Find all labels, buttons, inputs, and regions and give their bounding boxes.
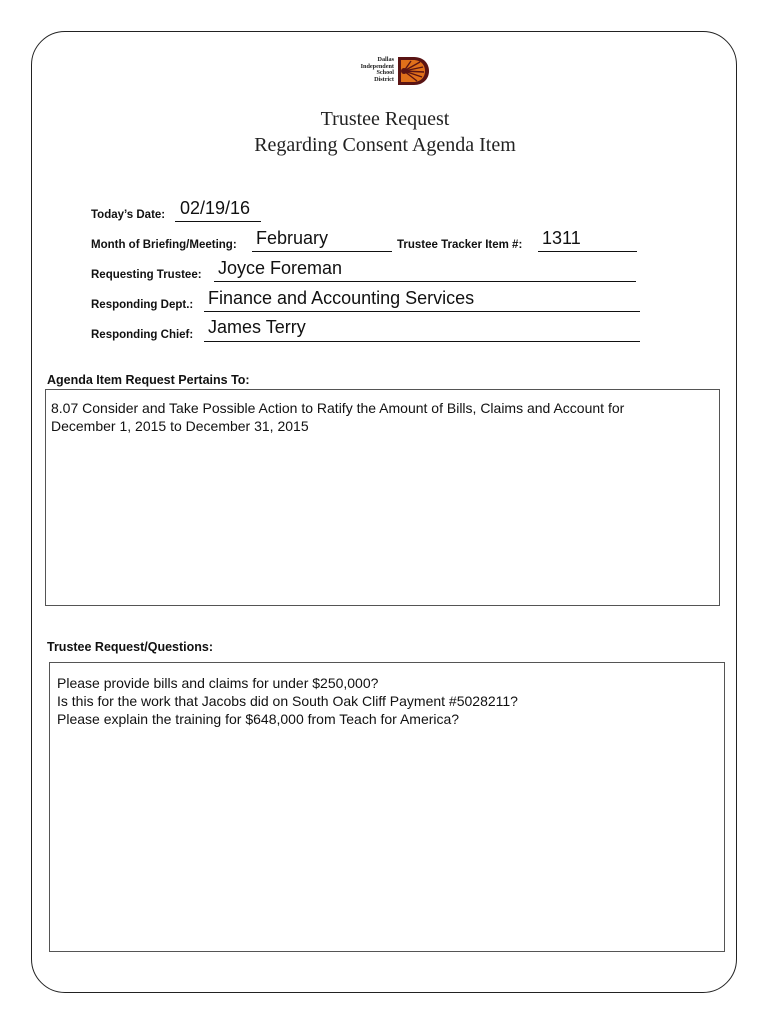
questions-box[interactable] <box>49 662 725 952</box>
month-line <box>252 251 392 252</box>
questions-label: Trustee Request/Questions: <box>47 640 214 654</box>
requesting-trustee-label: Requesting Trustee: <box>91 269 202 281</box>
question-line: Please explain the training for $648,000 from Teach for America? <box>57 711 460 727</box>
logo-text <box>338 57 394 83</box>
requesting-trustee-line <box>214 281 636 282</box>
month-label: Month of Briefing/Meeting: <box>91 239 237 251</box>
question-line: Please provide bills and claims for under $250,000? <box>57 675 379 691</box>
requesting-trustee-value[interactable]: Joyce Foreman <box>218 258 343 278</box>
logo-line: Independent <box>360 62 394 70</box>
form-subtitle: Regarding Consent Agenda Item <box>254 134 516 156</box>
responding-dept-line <box>204 311 640 312</box>
agenda-box[interactable] <box>45 389 720 606</box>
district-logo <box>338 55 438 89</box>
todays-date-line <box>175 221 261 222</box>
tracker-value[interactable]: 1311 <box>542 228 581 248</box>
logo-line: District <box>374 75 394 83</box>
agenda-line: 8.07 Consider and Take Possible Action to Ratify the Amount of Bills, Claims and Account for <box>51 400 625 416</box>
agenda-line: December 1, 2015 to December 31, 2015 <box>51 418 309 434</box>
question-line: Is this for the work that Jacobs did on South Oak Cliff Payment #5028211? <box>57 693 518 709</box>
responding-dept-value[interactable]: Finance and Accounting Services <box>208 288 475 308</box>
logo-line: Dallas <box>377 56 394 63</box>
sunburst-d-icon <box>396 56 430 86</box>
responding-chief-line <box>204 341 640 342</box>
todays-date-label: Today’s Date: <box>91 209 166 221</box>
agenda-text <box>46 390 719 435</box>
month-value[interactable]: February <box>256 228 329 248</box>
responding-chief-label: Responding Chief: <box>91 329 194 341</box>
todays-date-value[interactable]: 02/19/16 <box>180 198 251 218</box>
questions-text <box>50 663 724 728</box>
logo-line: School <box>376 69 394 77</box>
agenda-label: Agenda Item Request Pertains To: <box>47 373 250 387</box>
tracker-line <box>538 251 637 252</box>
responding-dept-label: Responding Dept.: <box>91 299 194 311</box>
tracker-label: Trustee Tracker Item #: <box>397 239 523 251</box>
form-title: Trustee Request <box>320 108 450 130</box>
responding-chief-value[interactable]: James Terry <box>208 317 306 337</box>
